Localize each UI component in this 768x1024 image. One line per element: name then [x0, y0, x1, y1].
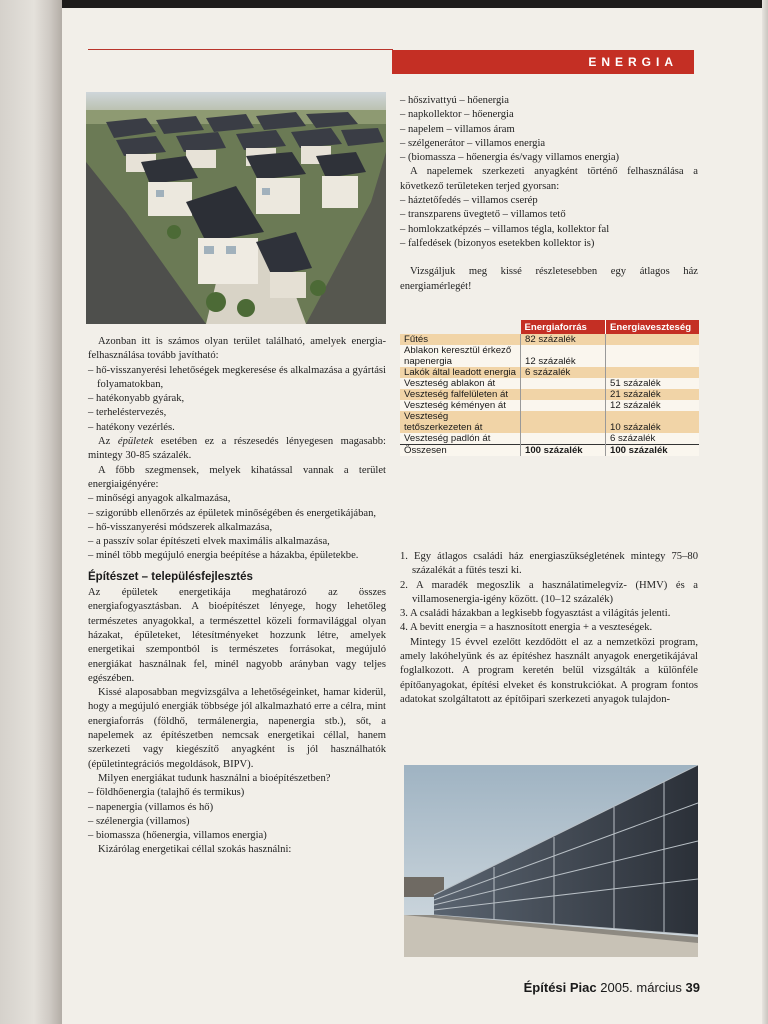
body-paragraph: Vizsgáljuk meg kissé részletesebben egy átlagos ház energiamérlegét! — [400, 266, 698, 292]
table-cell: 6 százalék — [606, 433, 700, 445]
list-item: – hatékony vezérlés. — [88, 421, 175, 433]
table-cell: Veszteség falfelületen át — [400, 389, 521, 400]
header-rule — [88, 49, 393, 50]
body-paragraph: A napelemek szerkezeti anyagként történő felhasználása a következő területeken terjed gyorsan: — [400, 166, 698, 192]
table-cell — [606, 345, 700, 367]
list-item: – napenergia (villamos és hő) — [88, 801, 214, 813]
table-total-row — [400, 445, 699, 457]
table-cell: Veszteség ablakon át — [400, 378, 521, 389]
table-cell: 21 százalék — [606, 389, 700, 400]
table-cell: Lakók által leadott energia — [400, 367, 521, 378]
list-item: – homlokzatképzés – villamos tégla, kollektor fal — [400, 223, 610, 235]
buildings-prefix: Az — [98, 436, 118, 448]
table-cell: Ablakon keresztül érkező napenergia — [400, 345, 521, 367]
pv-facade-photo — [404, 765, 698, 957]
table-header — [400, 320, 521, 334]
table-cell — [521, 389, 606, 400]
buildings-paragraph — [88, 435, 386, 464]
list-item: – a passzív solar építészeti elvek maximális alkalmazása, — [88, 536, 330, 548]
table-cell — [521, 400, 606, 411]
table-cell — [606, 367, 700, 378]
table-cell: 82 százalék — [521, 334, 606, 345]
note-item: 2. A maradék megoszlik a használatimelegvíz- (HMV) és a villamosenergia-igény között. (10–12 százalék) — [400, 579, 698, 605]
list-item: – szélenergia (villamos) — [88, 815, 190, 827]
body-paragraph: Az épületek energetikája meghatározó az összes energiafogyasztásban. A bioépítészet lényege, hogy lehetőleg természetes anyagokkal, a természettel közeli formavilággal olyan házakat, épületeket, létesítményeket hozzunk létre, amelyek energetikai szempontból is természetes forrásokat, megújuló energiákat használnak fel, minél nagyobb arányban vagy teljes egészében. — [88, 587, 386, 684]
list-item: – hő-visszanyerési módszerek alkalmazása, — [88, 521, 273, 533]
list-item: – transzparens üvegtető – villamos tető — [400, 209, 566, 221]
list-item: – terheléstervezés, — [88, 407, 167, 419]
page-binding-edge — [0, 0, 62, 1024]
table-cell: Fűtés — [400, 334, 521, 345]
table-row — [400, 378, 699, 389]
table-row — [400, 400, 699, 411]
table-row — [400, 411, 699, 433]
body-paragraph: Kizárólag energetikai céllal szokás használni: — [98, 844, 292, 856]
left-column — [88, 335, 386, 858]
table-cell: 10 százalék — [606, 411, 700, 433]
note-item: 3. A családi házakban a legkisebb fogyasztást a világítás jelenti. — [400, 608, 671, 620]
list-item: – minőségi anyagok alkalmazása, — [88, 493, 231, 505]
table-row — [400, 433, 699, 445]
issue-date: 2005. március — [600, 980, 682, 995]
right-page-edge — [762, 0, 768, 1024]
table-cell: Veszteség tetőszerkezeten át — [400, 411, 521, 433]
right-column-top — [400, 94, 698, 294]
page-number: 39 — [685, 980, 700, 995]
section-heading: Építészet – településfejlesztés — [88, 570, 253, 583]
intro-paragraph: Azonban itt is számos olyan terület található, amelyek energia-felhasználása tovább javítható: — [88, 336, 386, 362]
table-cell: 51 százalék — [606, 378, 700, 389]
list-item: – minél több megújuló energia beépítése a házakba, épületekbe. — [88, 550, 359, 562]
factors-intro: A főbb szegmensek, melyek kihatással vannak a terület energiaigényére: — [88, 464, 386, 490]
list-item: – földhőenergia (talajhő és termikus) — [88, 787, 245, 799]
buildings-italic: épületek — [117, 436, 154, 448]
top-dark-edge — [0, 0, 768, 8]
list-item: – falfedések (bizonyos esetekben kollektor is) — [400, 237, 595, 249]
body-paragraph: Milyen energiákat tudunk használni a bioépítészetben? — [98, 772, 331, 784]
note-item: 1. Egy átlagos családi ház energiaszükségletének mintegy 75–80 százalékát a fűtés teszi ki. — [400, 551, 698, 577]
table-cell — [521, 378, 606, 389]
buildings-rest: esetében ez a részesedés lényegesen magasabb: mintegy 30-85 százalék. — [88, 436, 386, 462]
list-item: – hő-visszanyerési lehetőségek megkeresése és alkalmazása a gyártási folyamatokban, — [88, 364, 386, 390]
list-item: – napkollektor – hőenergia — [400, 109, 514, 121]
table-cell: Összesen — [400, 445, 521, 457]
table-row — [400, 389, 699, 400]
table-cell: 12 százalék — [606, 400, 700, 411]
note-item: 4. A bevitt energia = a hasznosított energia + a veszteségek. — [400, 622, 653, 634]
table-cell: 100 százalék — [606, 445, 700, 457]
list-item: – hatékonyabb gyárak, — [88, 393, 185, 405]
table-header: Energiaveszteség — [606, 320, 700, 334]
table-cell: 6 százalék — [521, 367, 606, 378]
housing-estate-photo — [86, 92, 386, 324]
table-row — [400, 345, 699, 367]
table-cell: 12 százalék — [521, 345, 606, 367]
list-item: – hőszivattyú – hőenergia — [400, 95, 509, 106]
list-item: – szélgenerátor – villamos energia — [400, 137, 546, 149]
right-column-bottom — [400, 550, 698, 707]
table-row — [400, 334, 699, 345]
table-cell — [521, 433, 606, 445]
table-header-row — [400, 320, 699, 334]
page-footer — [500, 980, 700, 995]
table-header: Energiaforrás — [521, 320, 606, 334]
list-item: – szigorúbb ellenőrzés az épületek minőségében és energetikájában, — [88, 507, 377, 519]
section-label: ENERGIA — [392, 50, 694, 74]
publication-name: Építési Piac — [523, 980, 597, 995]
table-cell — [521, 411, 606, 433]
list-item: – biomassza (hőenergia, villamos energia) — [88, 830, 267, 842]
list-item: – napelem – villamos áram — [400, 123, 515, 135]
list-item: – háztetőfedés – villamos cserép — [400, 195, 538, 207]
energy-balance-table — [400, 320, 699, 456]
table-cell — [606, 334, 700, 345]
table-cell: 100 százalék — [521, 445, 606, 457]
list-item: – (biomassza – hőenergia és/vagy villamos energia) — [400, 152, 620, 164]
table-cell: Veszteség kéményen át — [400, 400, 521, 411]
body-paragraph: Kissé alaposabban megvizsgálva a lehetőségeinket, hamar kiderül, hogy a megújuló energiák többsége jól alkalmazható erre a célra, mint energiaforrás (földhő, termálenergia, napenergia stb.), sőt, a napelemek az építészetben nemcsak energetikai céllal, hanem szerkezeti vagy kiegészítő anyagként is jól használhatók (épületintegrációs megoldások, BIPV). — [88, 687, 386, 770]
table-row — [400, 367, 699, 378]
body-paragraph: Mintegy 15 évvel ezelőtt kezdődött el az a nemzetközi program, amely lakóhelyünk és az építéshez használt anyagok energetikájával foglalkozott. A program keretén belül vizsgálták a különféle építőanyagokat, építési elveket és konstrukciókat. A program fontos adatokat szolgáltatott az építőipari szerkezeti anyagok tulajdon- — [400, 636, 698, 705]
table-cell: Veszteség padlón át — [400, 433, 521, 445]
